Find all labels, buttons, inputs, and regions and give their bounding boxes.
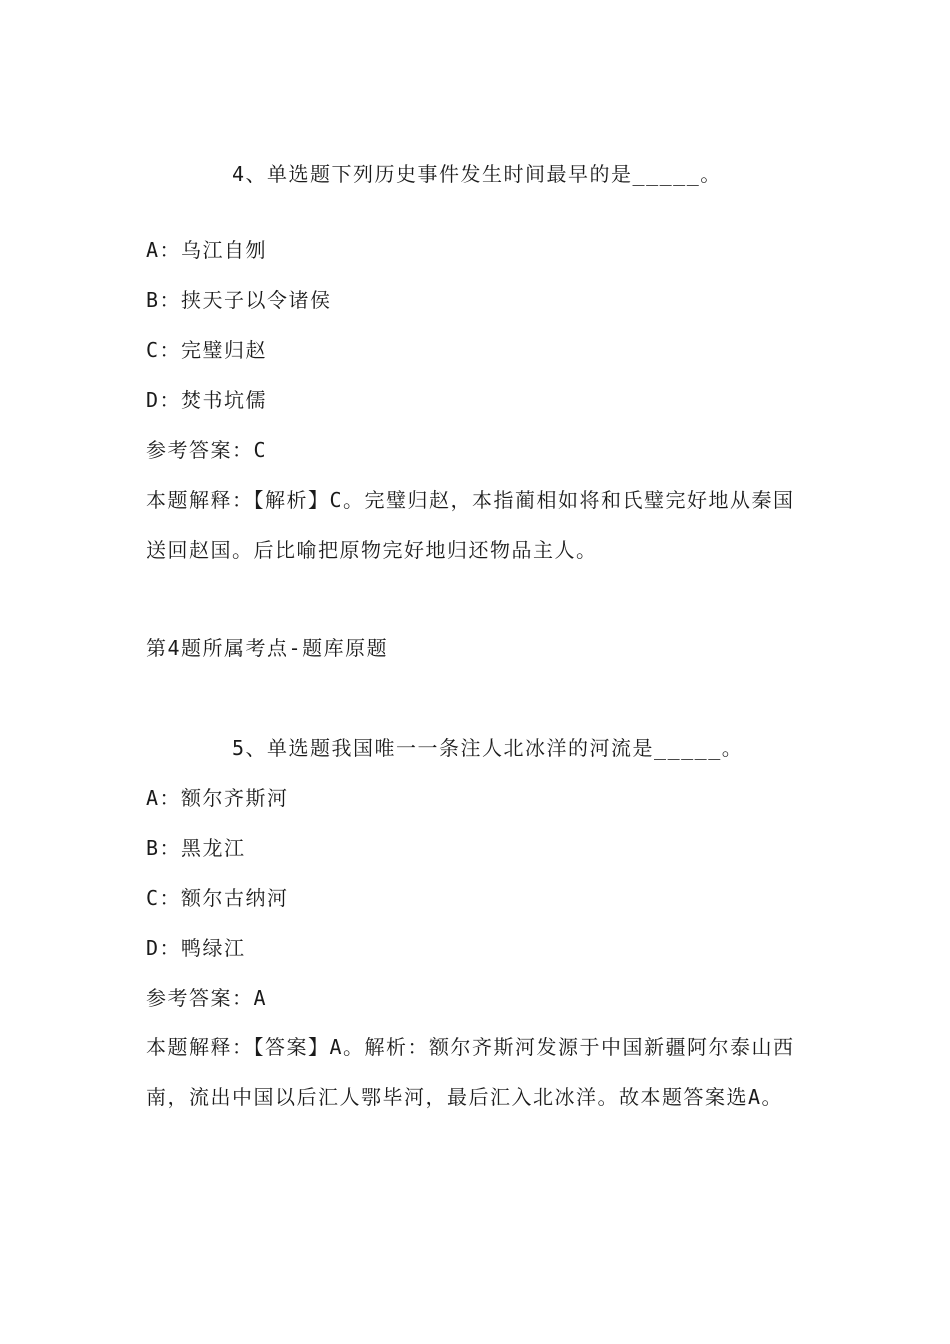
question-5-option-c: C：额尔古纳河 bbox=[146, 886, 289, 910]
question-5-option-d: D：鸭绿江 bbox=[146, 936, 246, 960]
question-4-option-a: A：乌江自刎 bbox=[146, 238, 268, 262]
question-4-option-b: B：挟天子以令诸侯 bbox=[146, 288, 332, 312]
question-5-title: 5、单选题我国唯一一条注人北冰洋的河流是_____。 bbox=[232, 736, 744, 760]
question-4-topic: 第4题所属考点-题库原题 bbox=[146, 636, 389, 660]
question-4-option-d: D：焚书坑儒 bbox=[146, 388, 268, 412]
question-5-option-a: A：额尔齐斯河 bbox=[146, 786, 289, 810]
question-4-title: 4、单选题下列历史事件发生时间最早的是_____。 bbox=[232, 162, 722, 186]
question-4-explanation: 本题解释：【解析】C。完璧归赵，本指蔺相如将和氏璧完好地从秦国送回赵国。后比喻把原物完好地归还物品主人。 bbox=[146, 488, 795, 562]
question-5-answer: 参考答案：A bbox=[146, 986, 268, 1010]
question-5-explanation: 本题解释：【答案】A。解析：额尔齐斯河发源于中国新疆阿尔泰山西南，流出中国以后汇人鄂毕河，最后汇入北冰洋。故本题答案选A。 bbox=[146, 1035, 795, 1109]
question-4-answer: 参考答案：C bbox=[146, 438, 268, 462]
question-4-option-c: C：完璧归赵 bbox=[146, 338, 268, 362]
question-5-option-b: B：黑龙江 bbox=[146, 836, 246, 860]
